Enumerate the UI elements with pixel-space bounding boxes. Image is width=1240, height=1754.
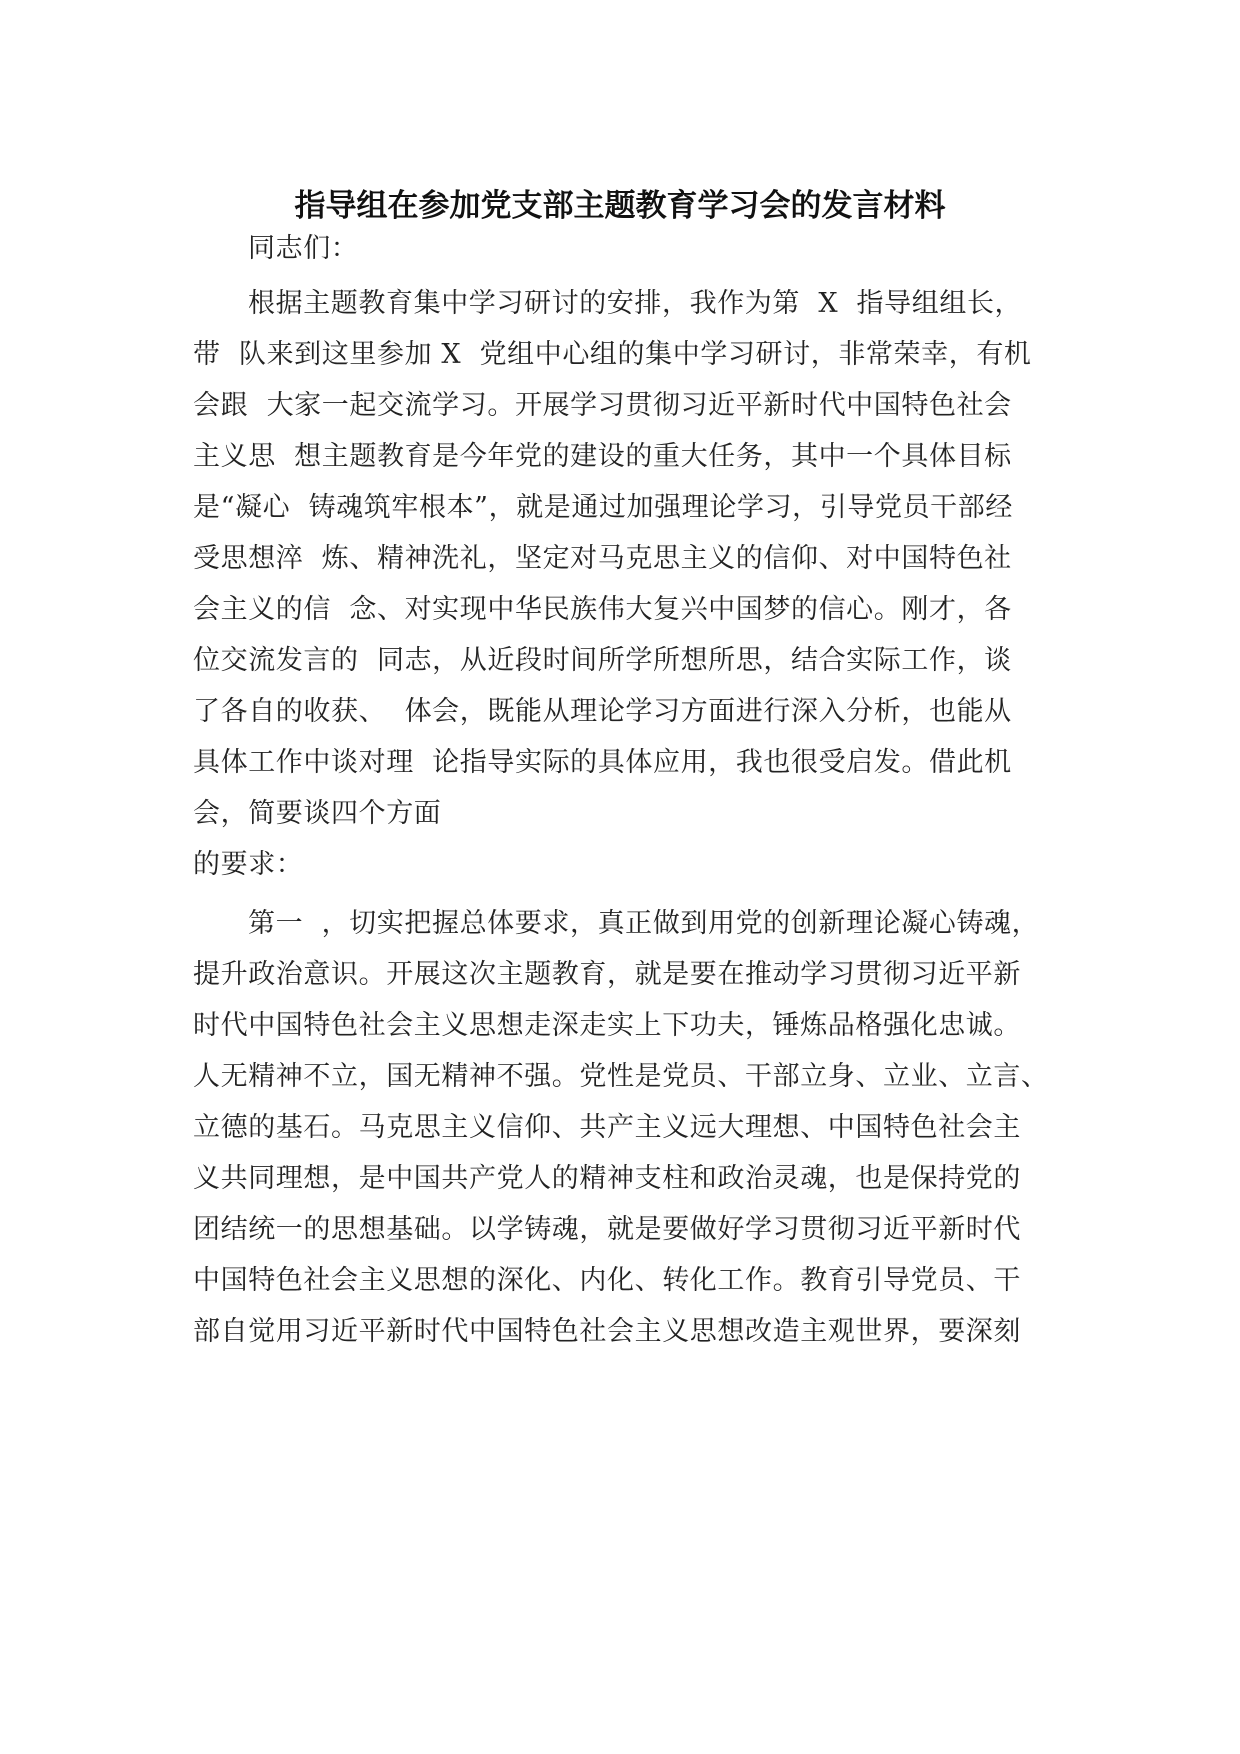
paragraph-1-line-8: 位交流发言的 同志，从近段时间所学所想所思，结合实际工作，谈 (193, 645, 1012, 676)
paragraph-1-line-9: 了各自的收获、 体会，既能从理论学习方面进行深入分析，也能从 (193, 696, 1012, 727)
paragraph-2-line-8: 中国特色社会主义思想的深化、内化、转化工作。教育引导党员、干 (193, 1265, 1021, 1296)
paragraph-1-line-12: 的要求： (193, 849, 304, 880)
document-title: 指导组在参加党支部主题教育学习会的发言材料 (294, 188, 946, 224)
paragraph-1-line-7: 会主义的信 念、对实现中华民族伟大复兴中国梦的信心。刚才，各 (193, 594, 1012, 625)
paragraph-2-line-1: 第一 ，切实把握总体要求，真正做到用党的创新理论凝心铸魂， (248, 908, 1040, 939)
paragraph-2-line-6: 义共同理想，是中国共产党人的精神支柱和政治灵魂，也是保持党的 (193, 1163, 1021, 1194)
paragraph-2-line-5: 立德的基石。马克思主义信仰、共产主义远大理想、中国特色社会主 (193, 1112, 1021, 1143)
paragraph-1-line-1: 根据主题教育集中学习研讨的安排，我作为第 X 指导组组长， (248, 288, 1023, 319)
paragraph-2-line-3: 时代中国特色社会主义思想走深走实上下功夫，锤炼品格强化忠诚。 (193, 1010, 1021, 1041)
paragraph-1-line-5: 是“凝心 铸魂筑牢根本”，就是通过加强理论学习，引导党员干部经 (193, 492, 1013, 523)
paragraph-1-line-4: 主义思 想主题教育是今年党的建设的重大任务，其中一个具体目标 (193, 441, 1012, 472)
paragraph-1-line-3: 会跟 大家一起交流学习。开展学习贯彻习近平新时代中国特色社会 (193, 390, 1012, 421)
salutation: 同志们： (248, 233, 359, 264)
paragraph-1-line-6: 受思想淬 炼、精神洗礼，坚定对马克思主义的信仰、对中国特色社 (193, 543, 1012, 574)
paragraph-2-line-7: 团结统一的思想基础。以学铸魂，就是要做好学习贯彻习近平新时代 (193, 1214, 1021, 1245)
paragraph-1-line-10: 具体工作中谈对理 论指导实际的具体应用，我也很受启发。借此机 (193, 747, 1012, 778)
paragraph-2-line-2: 提升政治意识。开展这次主题教育，就是要在推动学习贯彻习近平新 (193, 959, 1021, 990)
paragraph-2-line-9: 部自觉用习近平新时代中国特色社会主义思想改造主观世界，要深刻 (193, 1316, 1021, 1347)
paragraph-1-line-2: 带 队来到这里参加 X 党组中心组的集中学习研讨，非常荣幸，有机 (193, 339, 1032, 370)
paragraph-2-line-4: 人无精神不立，国无精神不强。党性是党员、干部立身、立业、立言、 (193, 1061, 1049, 1092)
paragraph-1-line-11: 会，简要谈四个方面 (193, 798, 442, 829)
